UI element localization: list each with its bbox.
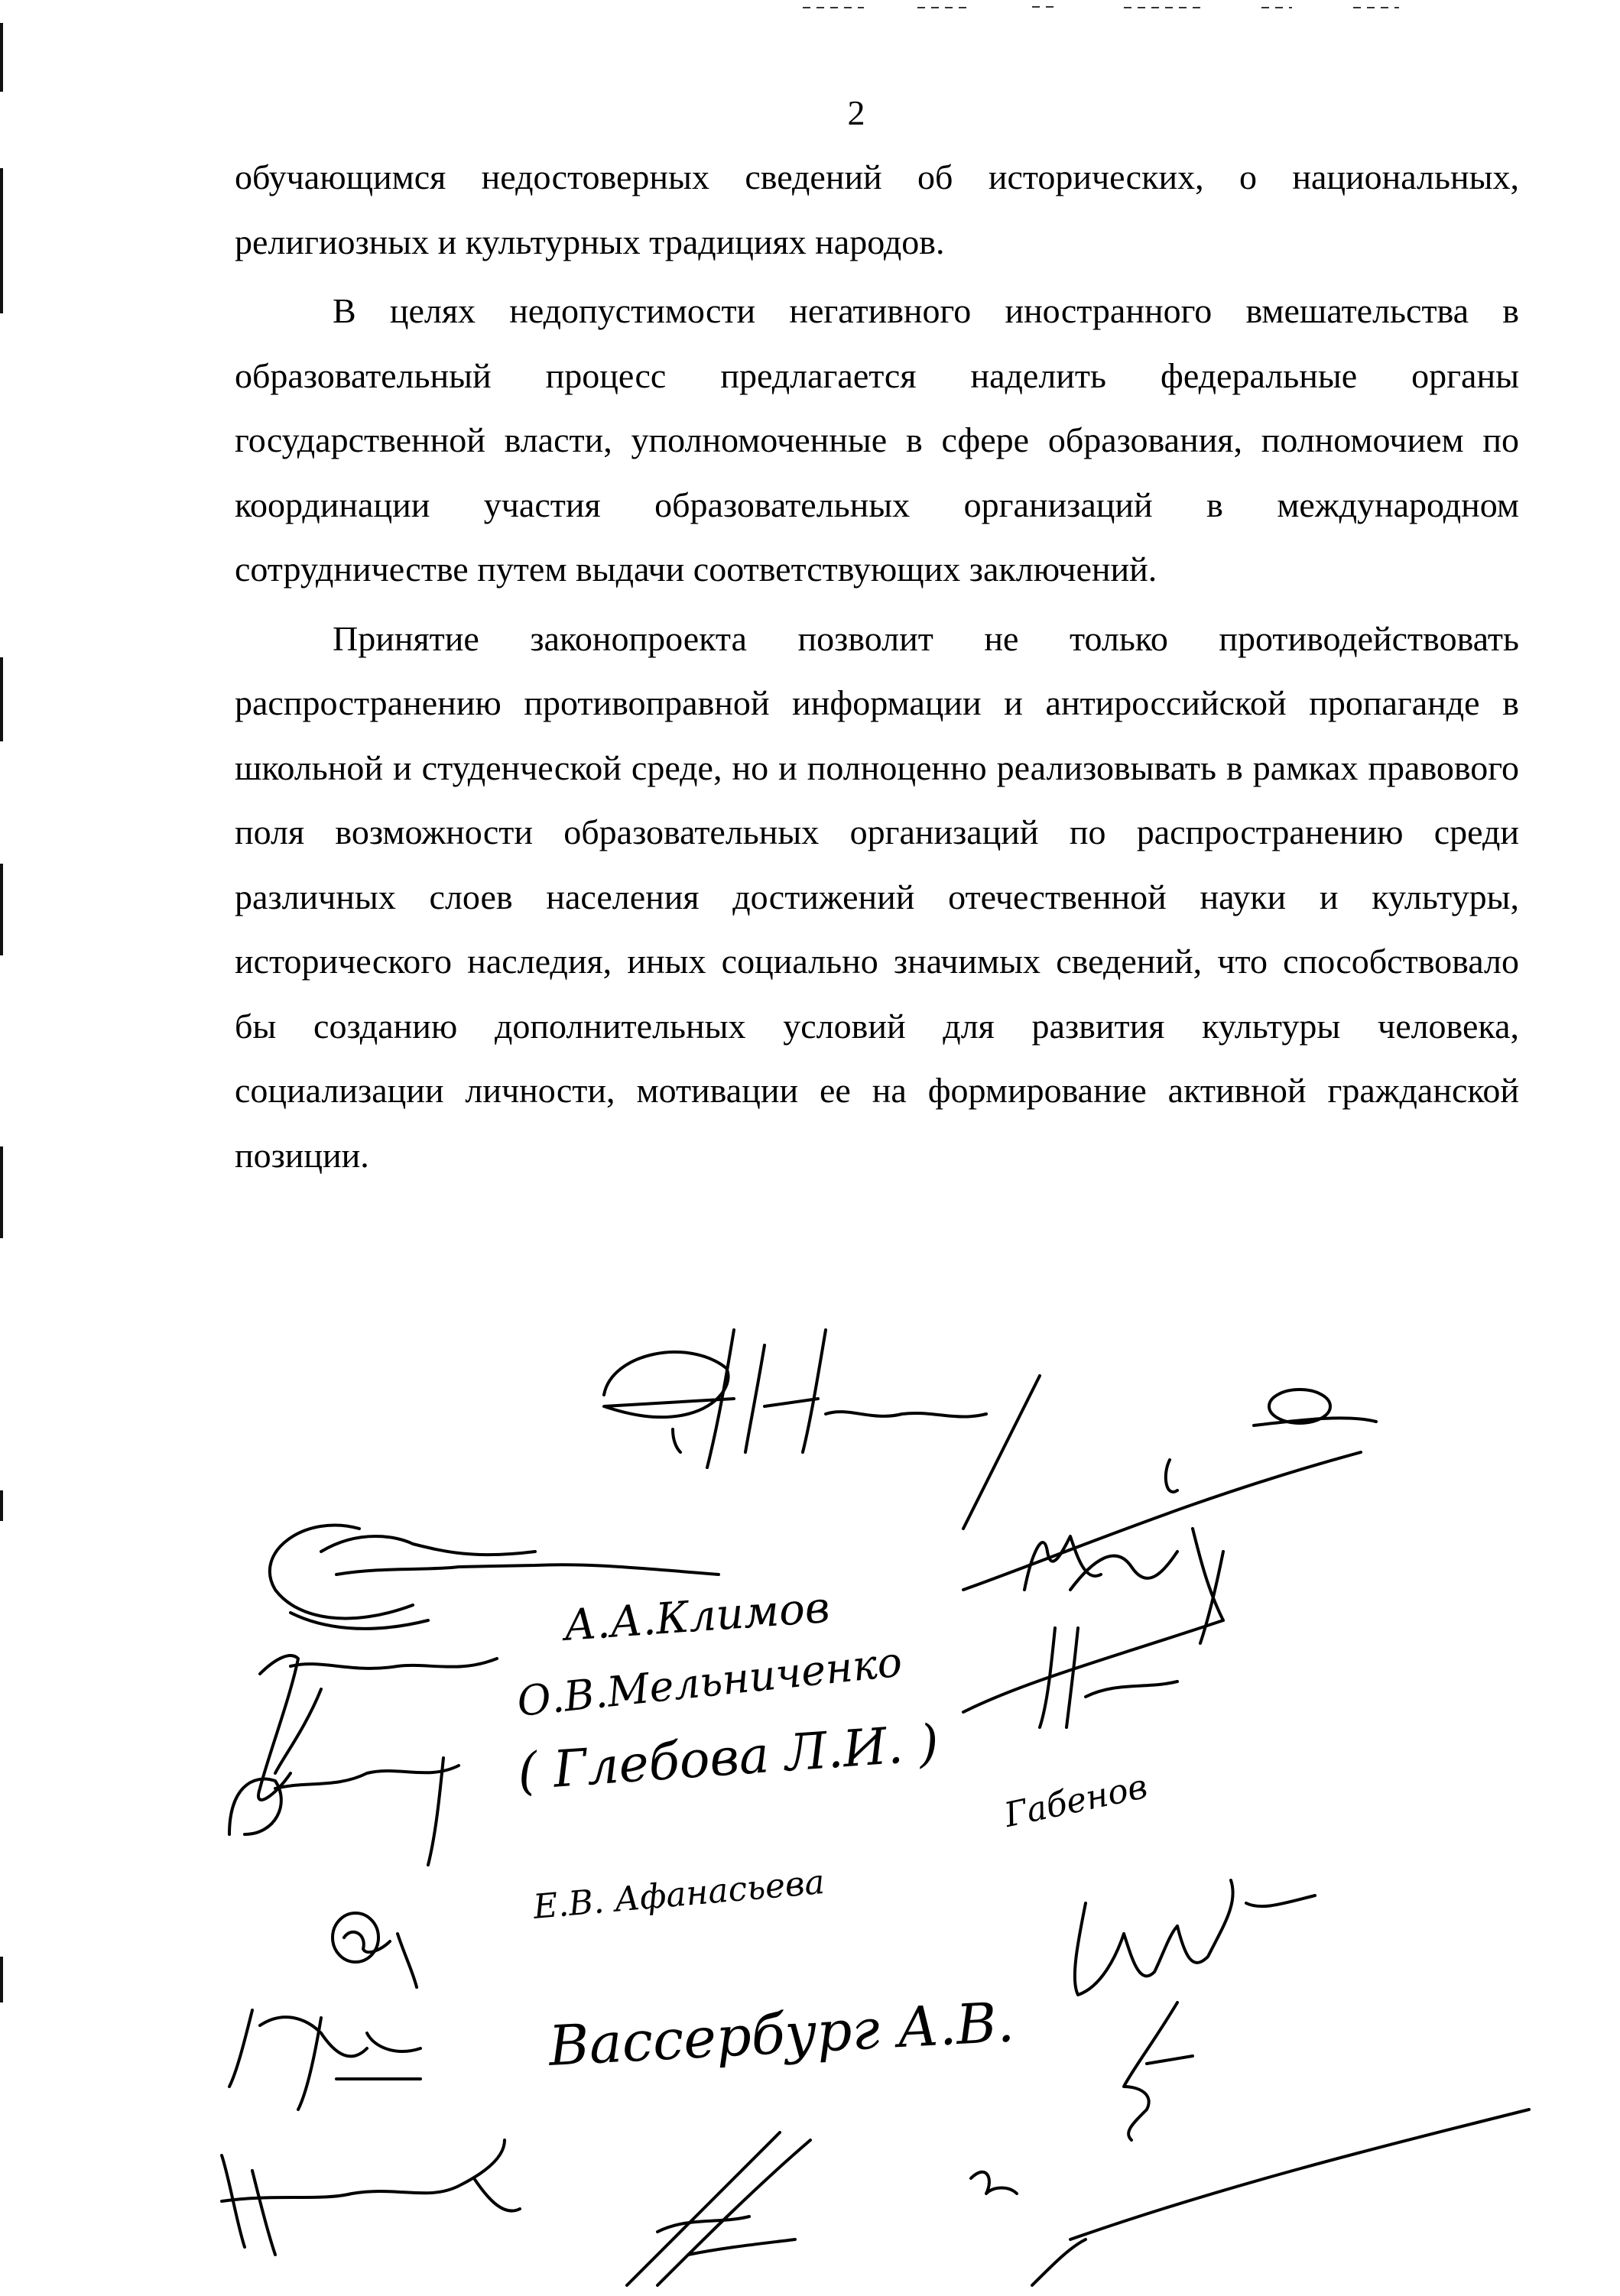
- scan-edge-mark: [0, 1146, 3, 1238]
- signature: [1024, 1529, 1223, 1643]
- signature: [1124, 2003, 1193, 2140]
- signature: [604, 1330, 1040, 1529]
- scan-edge-mark: [0, 23, 3, 92]
- scan-edge-mark: [0, 657, 3, 741]
- scan-edge-mark: [0, 864, 3, 955]
- signature: [222, 2140, 520, 2255]
- handwritten-name: О.В.Мельниченко: [515, 1637, 904, 1726]
- signature: [627, 2132, 810, 2285]
- signature: [963, 1620, 1223, 1727]
- paragraph: обучающимся недостоверных сведений об исторических, о национальных, религиозных и культурных традициях народов.: [235, 157, 1519, 261]
- signature: [1075, 1880, 1315, 1995]
- handwritten-name: Е.В. Афанасьева: [531, 1862, 826, 1927]
- signature: [971, 2110, 1529, 2285]
- handwritten-name: А.А.Климов: [562, 1582, 832, 1651]
- paragraph: В целях недопустимости негативного иностранного вмешательства в образовательный процесс предлагается наделить федеральные органы государственной власти, уполномоченные в сфере образования, полномочием по координации участия образовательных организаций в международном сотрудничестве путем выдачи соответствующих заключений.: [235, 291, 1519, 589]
- signature: [229, 2010, 420, 2110]
- handwritten-name: ( Глебова Л.И. ): [515, 1713, 941, 1801]
- signature: [258, 1656, 497, 1800]
- signatures-area: [0, 1299, 1620, 2292]
- handwritten-name: Вассербург А.В.: [547, 1990, 1016, 2078]
- signature: [333, 1913, 417, 1987]
- handwritten-name: Габенов: [1001, 1766, 1151, 1835]
- top-scan-artifact: [803, 0, 1414, 5]
- scan-edge-mark: [0, 168, 3, 313]
- document-body: [235, 145, 1519, 1188]
- page-number: 2: [847, 93, 865, 132]
- paragraph: Принятие законопроекта позволит не только противодействовать распространению противоправной информации и антироссийской пропаганде в школьной и студенческой среде, но и полноценно реализовывать в рамках правового поля возможности образовательных организаций по распространению среди различных слоев населения достижений отечественной науки и культуры, исторического наследия, иных социально значимых сведений, что способствовало бы созданию дополнительных условий для развития культуры человека, социализации личности, мотивации ее на формирование активной гражданской позиции.: [235, 618, 1519, 1175]
